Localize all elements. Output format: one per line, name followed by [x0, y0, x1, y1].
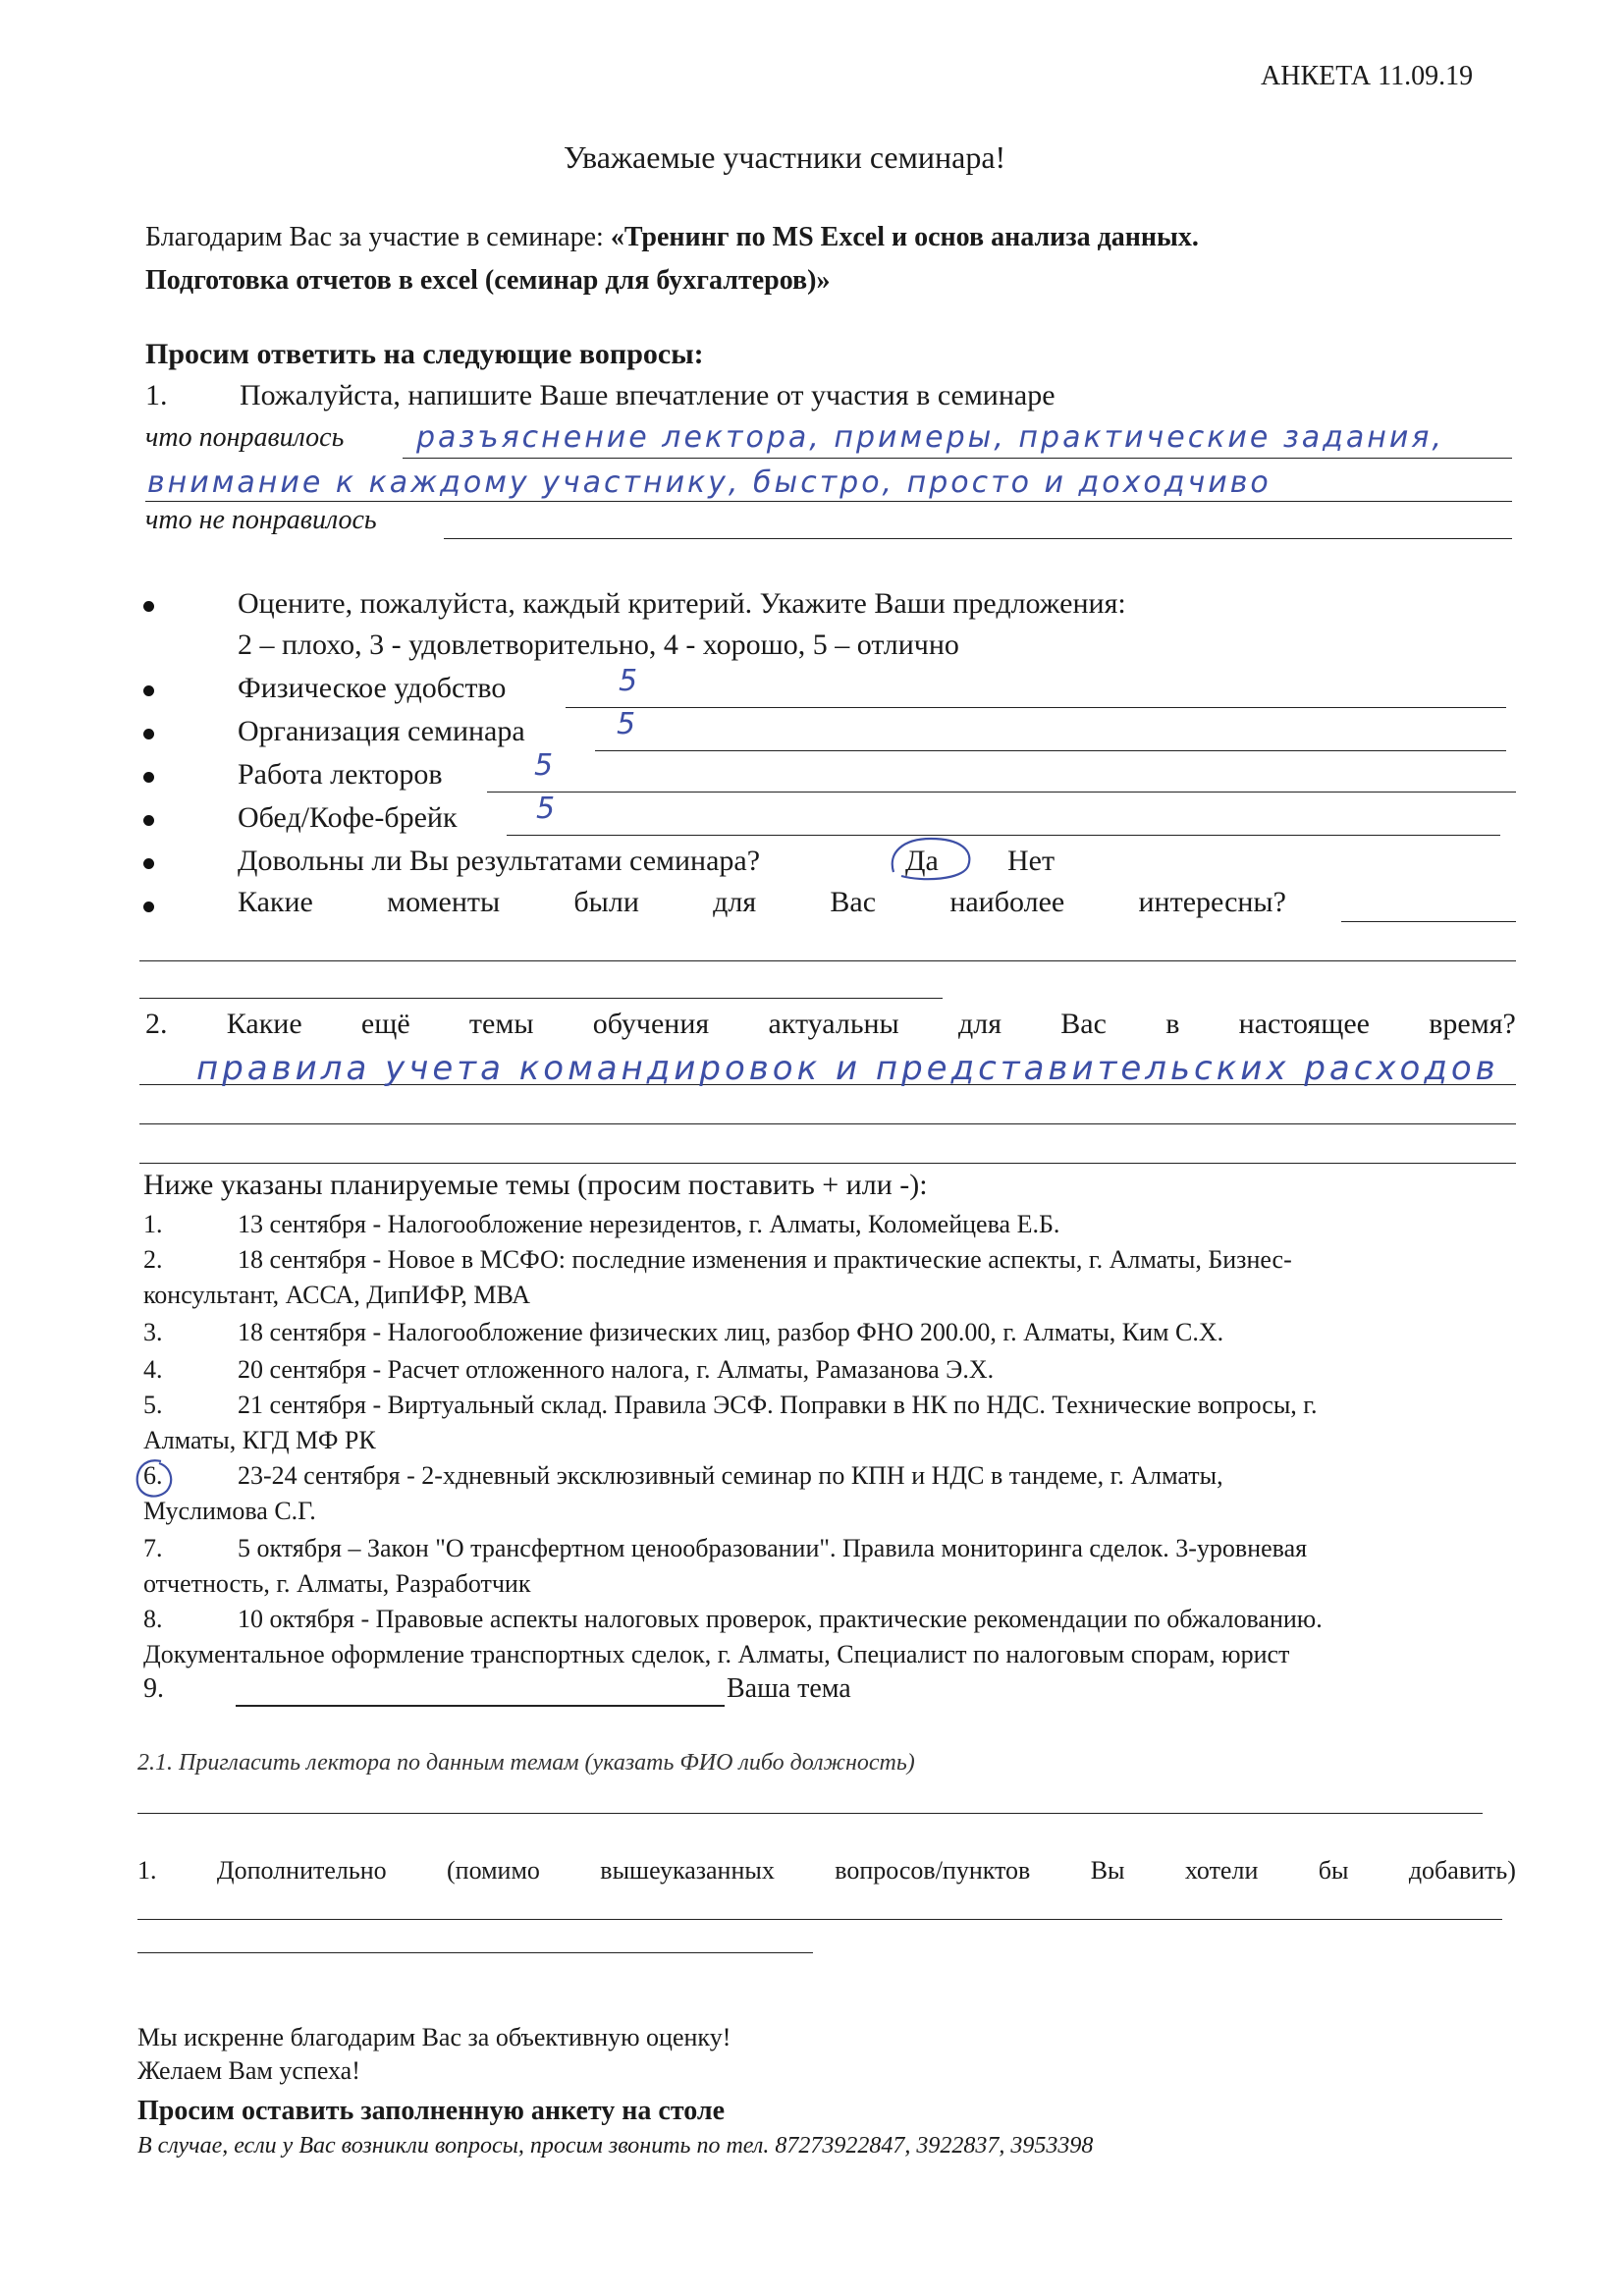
word: Какие — [238, 886, 313, 918]
bullet — [143, 729, 154, 739]
planned-item-3[interactable] — [143, 1318, 1223, 1347]
item-number: 4. — [143, 1355, 163, 1384]
word: обучения — [592, 1008, 710, 1040]
interesting-question — [238, 886, 1286, 919]
page-title: Уважаемые участники семинара! — [564, 139, 1006, 175]
planned-item-2-cont: консультант, АССА, ДипИФР, МВА — [143, 1281, 530, 1309]
word: в — [1165, 1008, 1180, 1040]
item-date: 20 сентября — [238, 1355, 366, 1384]
q1-line — [145, 379, 1056, 412]
rating-answer-physical: 5 — [619, 664, 641, 698]
word: бы — [1318, 1856, 1349, 1885]
item-date: 18 сентября — [238, 1318, 366, 1346]
footer-wish: Желаем Вам успеха! — [137, 2056, 360, 2085]
intro-plain: Благодарим Вас за участие в семинаре: — [145, 222, 611, 252]
word: для — [957, 1008, 1002, 1040]
planned-heading: Ниже указаны планируемые темы (просим поставить + или -): — [143, 1169, 928, 1201]
item-date: 23-24 сентября — [238, 1461, 401, 1490]
item-text: - Расчет отложенного налога, г. Алматы, Рамазанова Э.Х. — [365, 1355, 995, 1384]
rating-line-organization[interactable] — [595, 750, 1506, 751]
own-topic-line[interactable] — [236, 1705, 725, 1707]
disliked-answer-line[interactable] — [444, 538, 1512, 539]
planned-item-9-number: 9. — [143, 1673, 164, 1704]
word: Вас — [1060, 1008, 1107, 1040]
rating-label-lecturers: Работа лекторов — [238, 758, 443, 791]
additional-answer-line-2[interactable] — [137, 1952, 813, 1953]
interesting-answer-line-2[interactable] — [139, 998, 943, 999]
word: интересны? — [1138, 886, 1286, 918]
word: вышеуказанных — [600, 1856, 775, 1885]
planned-item-5-cont: Алматы, КГД МФ РК — [143, 1426, 376, 1454]
liked-label: что понравилось — [145, 422, 345, 453]
rating-line-physical[interactable] — [566, 707, 1506, 708]
additional-question — [137, 1856, 1516, 1886]
item-number: 3. — [143, 1318, 163, 1346]
word: добавить) — [1408, 1856, 1516, 1885]
q2-answer-line-2[interactable] — [139, 1123, 1516, 1124]
item-6-circle-mark — [132, 1453, 177, 1503]
word: наиболее — [949, 886, 1065, 918]
q2-answer-line-3[interactable] — [139, 1163, 1516, 1164]
liked-answer-2: внимание к каждому участнику, быстро, просто и доходчиво — [147, 465, 1272, 500]
additional-number: 1. — [137, 1856, 157, 1885]
liked-answer-line-2[interactable] — [145, 501, 1512, 502]
planned-item-7-cont: отчетность, г. Алматы, Разработчик — [143, 1569, 531, 1598]
item-number: 2. — [143, 1245, 163, 1274]
word: актуальны — [768, 1008, 899, 1040]
bullet — [143, 685, 154, 696]
word: время? — [1429, 1008, 1516, 1040]
form-code: АНКЕТА 11.09.19 — [1261, 61, 1474, 91]
word: Дополнительно — [216, 1856, 387, 1885]
bullet — [143, 815, 154, 826]
word: Вас — [830, 886, 877, 918]
ratings-scale: 2 – плохо, 3 - удовлетворительно, 4 - хорошо, 5 – отлично — [238, 629, 959, 661]
item-date: 18 сентября — [238, 1245, 366, 1274]
word: моменты — [387, 886, 501, 918]
q1-number: 1. — [145, 379, 168, 411]
word: ещё — [360, 1008, 410, 1040]
item-text: - Правовые аспекты налоговых проверок, практические рекомендации по обжалованию. — [353, 1605, 1323, 1633]
item-number: 5. — [143, 1391, 163, 1419]
rating-label-physical: Физическое удобство — [238, 672, 507, 704]
word: темы — [468, 1008, 534, 1040]
item-text: – Закон "О трансфертном ценообразовании". Правила мониторинга сделок. 3-уровневая — [341, 1534, 1308, 1562]
planned-item-1[interactable] — [143, 1210, 1059, 1239]
rating-line-lunch[interactable] — [507, 835, 1500, 836]
q2-answer: правила учета командировок и представительских расходов — [196, 1049, 1499, 1088]
yes-circle-mark — [884, 833, 978, 886]
bullet — [143, 902, 154, 912]
item-text: - Новое в МСФО: последние изменения и практические аспекты, г. Алматы, Бизнес- — [365, 1245, 1292, 1274]
item-number: 7. — [143, 1534, 163, 1562]
answer-yes[interactable]: Да — [905, 845, 939, 877]
item-date: 10 октября — [238, 1605, 354, 1633]
word: Вы — [1090, 1856, 1125, 1885]
invite-lecturer-label: 2.1. Пригласить лектора по данным темам (указать ФИО либо должность) — [137, 1750, 915, 1776]
rating-answer-organization: 5 — [617, 707, 639, 741]
item-text: - Виртуальный склад. Правила ЭСФ. Поправки в НК по НДС. Технические вопросы, г. — [365, 1391, 1318, 1419]
word: хотели — [1184, 1856, 1259, 1885]
interesting-answer-line[interactable] — [139, 960, 1516, 961]
liked-answer-1: разъяснение лектора, примеры, практические задания, — [416, 420, 1444, 455]
item-date: 21 сентября — [238, 1391, 366, 1419]
bullet — [143, 858, 154, 869]
q2-number: 2. — [145, 1008, 168, 1040]
word: Какие — [226, 1008, 302, 1040]
invite-lecturer-line[interactable] — [137, 1813, 1483, 1814]
item-text: - Налогообложение физических лиц, разбор ФНО 200.00, г. Алматы, Ким С.Х. — [365, 1318, 1224, 1346]
bullet — [143, 772, 154, 783]
answer-no[interactable]: Нет — [1007, 845, 1056, 877]
word: вопросов/пунктов — [835, 1856, 1031, 1885]
footer-thanks: Мы искренне благодарим Вас за объективную оценку! — [137, 2023, 731, 2051]
q2-question — [145, 1008, 1516, 1041]
rating-answer-lunch: 5 — [536, 792, 559, 826]
item-number: 1. — [143, 1210, 163, 1238]
rating-label-lunch: Обед/Кофе-брейк — [238, 801, 458, 834]
word: для — [713, 886, 757, 918]
planned-item-4[interactable] — [143, 1355, 994, 1385]
item-text: - 2-хдневный эксклюзивный семинар по КПН и НДС в тандеме, г. Алматы, — [400, 1461, 1223, 1490]
word: настоящее — [1238, 1008, 1370, 1040]
footer-leave-form: Просим оставить заполненную анкету на столе — [137, 2096, 725, 2126]
item-date: 5 октября — [238, 1534, 342, 1562]
bullet — [143, 601, 154, 612]
own-topic-label: Ваша тема — [727, 1673, 851, 1704]
satisfied-question: Довольны ли Вы результатами семинара? — [238, 845, 761, 877]
footer-contact: В случае, если у Вас возникли вопросы, просим звонить по тел. 87273922847, 3922837, 3953398 — [137, 2133, 1094, 2159]
rating-answer-lecturers: 5 — [534, 748, 557, 783]
rating-line-lecturers[interactable] — [487, 792, 1516, 793]
seminar-title-1: «Тренинг по MS Excel и основ анализа данных. — [610, 222, 1199, 252]
item-number: 8. — [143, 1605, 163, 1633]
item-number: 6. — [143, 1461, 163, 1490]
liked-answer-line[interactable] — [403, 458, 1512, 459]
rating-label-organization: Организация семинара — [238, 715, 525, 747]
word: были — [573, 886, 639, 918]
disliked-label: что не понравилось — [145, 505, 377, 535]
additional-answer-line[interactable] — [137, 1919, 1502, 1920]
planned-item-6-cont: Муслимова С.Г. — [143, 1497, 316, 1525]
planned-item-8-cont: Документальное оформление транспортных сделок, г. Алматы, Специалист по налоговым спорам, юрист — [143, 1640, 1290, 1668]
planned-item-8[interactable] — [143, 1605, 1323, 1634]
seminar-title-2: Подготовка отчетов в excel (семинар для бухгалтеров)» — [145, 265, 831, 296]
word: (помимо — [447, 1856, 540, 1885]
intro-line-1 — [145, 222, 1199, 253]
questions-heading: Просим ответить на следующие вопросы: — [145, 338, 704, 370]
item-date: 13 сентября — [238, 1210, 366, 1238]
planned-item-2[interactable] — [143, 1245, 1292, 1275]
interesting-answer-line-start[interactable] — [1341, 921, 1516, 922]
planned-item-5[interactable] — [143, 1391, 1318, 1420]
planned-item-7[interactable] — [143, 1534, 1307, 1563]
item-text: - Налогообложение нерезидентов, г. Алматы, Коломейцева Е.Б. — [365, 1210, 1060, 1238]
planned-item-6[interactable] — [143, 1461, 1223, 1491]
ratings-intro: Оцените, пожалуйста, каждый критерий. Укажите Ваши предложения: — [238, 587, 1126, 620]
q1-text: Пожалуйста, напишите Ваше впечатление от участия в семинаре — [240, 379, 1056, 411]
